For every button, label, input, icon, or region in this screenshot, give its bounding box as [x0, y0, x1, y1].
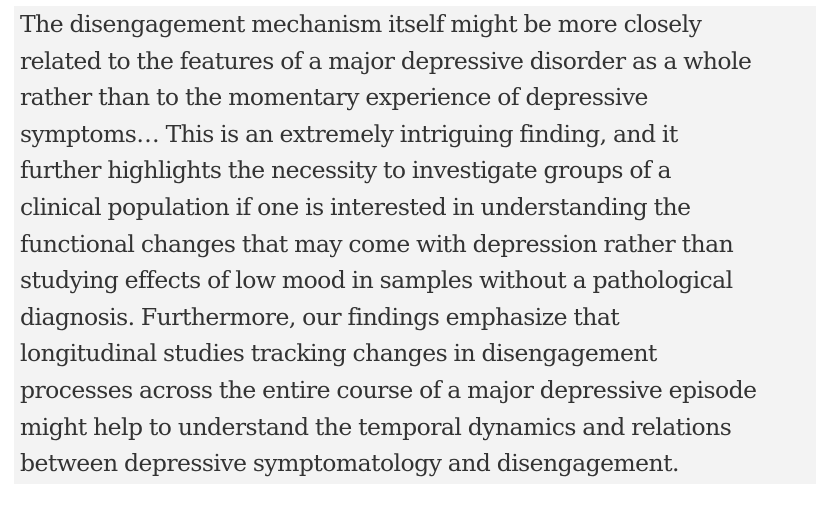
- quote-line: might help to understand the temporal dynamics and relations: [20, 412, 732, 441]
- quote-line: longitudinal studies tracking changes in disengagement: [20, 339, 657, 368]
- quote-paragraph: [20, 6, 816, 482]
- quote-line: further highlights the necessity to investigate groups of a: [20, 156, 671, 185]
- quote-line: studying effects of low mood in samples without a pathological: [20, 266, 733, 295]
- quote-line: diagnosis. Furthermore, our findings emphasize that: [20, 302, 620, 331]
- quote-line: between depressive symptomatology and disengagement.: [20, 449, 679, 478]
- quote-line: symptoms… This is an extremely intriguing finding, and it: [20, 119, 678, 148]
- quote-block: [14, 6, 816, 484]
- quote-line: processes across the entire course of a major depressive episode: [20, 375, 757, 404]
- quote-line: related to the features of a major depressive disorder as a whole: [20, 46, 752, 75]
- quote-line: clinical population if one is interested in understanding the: [20, 192, 691, 221]
- quote-line: rather than to the momentary experience of depressive: [20, 83, 648, 112]
- quote-line: The disengagement mechanism itself might be more closely: [20, 10, 702, 38]
- quote-line: functional changes that may come with depression rather than: [20, 229, 734, 258]
